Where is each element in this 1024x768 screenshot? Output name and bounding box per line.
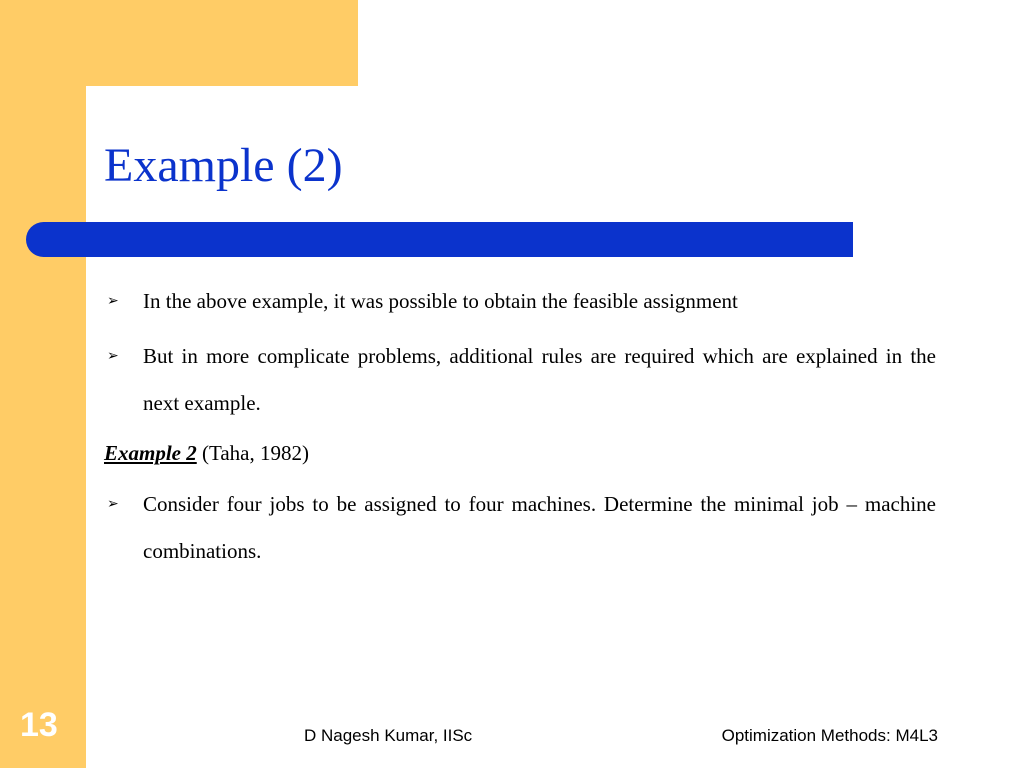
slide-title: Example (2): [104, 139, 343, 192]
footer-author: D Nagesh Kumar, IISc: [304, 726, 473, 745]
arrow-bullet-icon: ➢: [107, 293, 119, 309]
bullet-item: [104, 333, 936, 427]
bullet-item: [104, 278, 936, 325]
yellow-frame-left: [0, 0, 86, 768]
title-underline-bar: [26, 222, 853, 257]
slide-content: [104, 278, 936, 583]
bullet-text: In the above example, it was possible to obtain the feasible assignment: [143, 289, 738, 313]
bullet-text: But in more complicate problems, additional rules are required which are explained in the next example.: [143, 344, 936, 415]
bullet-item: [104, 481, 936, 575]
example-label: Example 2: [104, 441, 197, 465]
footer-course: Optimization Methods: M4L3: [721, 726, 938, 745]
arrow-bullet-icon: ➢: [107, 348, 119, 364]
example-heading: [104, 435, 936, 471]
example-citation: (Taha, 1982): [202, 441, 309, 465]
bullet-text: Consider four jobs to be assigned to four machines. Determine the minimal job – machine combinations.: [143, 492, 936, 563]
arrow-bullet-icon: ➢: [107, 496, 119, 512]
frame-corner: [86, 86, 146, 146]
slide-number: 13: [20, 706, 58, 744]
